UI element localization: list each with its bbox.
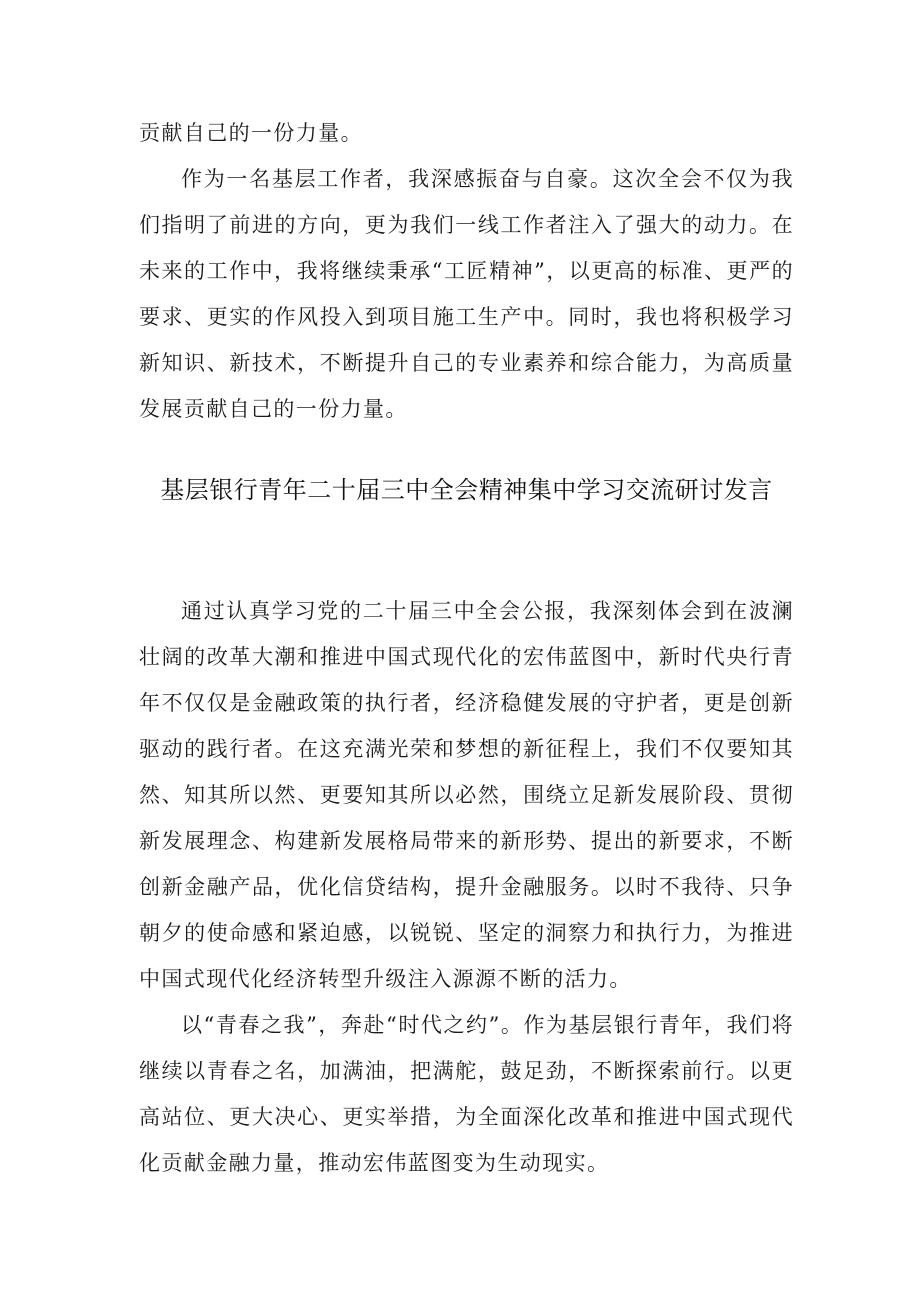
continuation-paragraph: 贡献自己的一份力量。: [139, 121, 363, 145]
article-title: 基层银行青年二十届三中全会精神集中学习交流研讨发言: [160, 476, 773, 504]
article-body: [139, 588, 794, 1186]
body-paragraph: 通过认真学习党的二十届三中全会公报，我深刻体会到在波澜壮阔的改革大潮和推进中国式现代化的宏伟蓝图中，新时代央行青年不仅仅是金融政策的执行者，经济稳健发展的守护者，更是创新驱动的践行者。在这充满光荣和梦想的新征程上，我们不仅要知其然、知其所以然、更要知其所以必然，围绕立足新发展阶段、贯彻新发展理念、构建新发展格局带来的新形势、提出的新要求，不断创新金融产品，优化信贷结构，提升金融服务。以时不我待、只争朝夕的使命感和紧迫感，以锐锐、坚定的洞察力和执行力，为推进中国式现代化经济转型升级注入源源不断的活力。: [139, 599, 794, 991]
body-paragraph: 作为一名基层工作者，我深感振奋与自豪。这次全会不仅为我们指明了前进的方向，更为我们一线工作者注入了强大的动力。在未来的工作中，我将继续秉承“工匠精神”，以更高的标准、更严的要求、更实的作风投入到项目施工生产中。同时，我也将积极学习新知识、新技术，不断提升自己的专业素养和综合能力，为高质量发展贡献自己的一份力量。: [139, 167, 794, 421]
body-paragraph: 以“青春之我”，奔赴“时代之约”。作为基层银行青年，我们将继续以青春之名，加满油，把满舵，鼓足劲，不断探索前行。以更高站位、更大决心、更实举措，为全面深化改革和推进中国式现代化贡献金融力量，推动宏伟蓝图变为生动现实。: [139, 1013, 794, 1175]
previous-article-section: [139, 110, 794, 432]
